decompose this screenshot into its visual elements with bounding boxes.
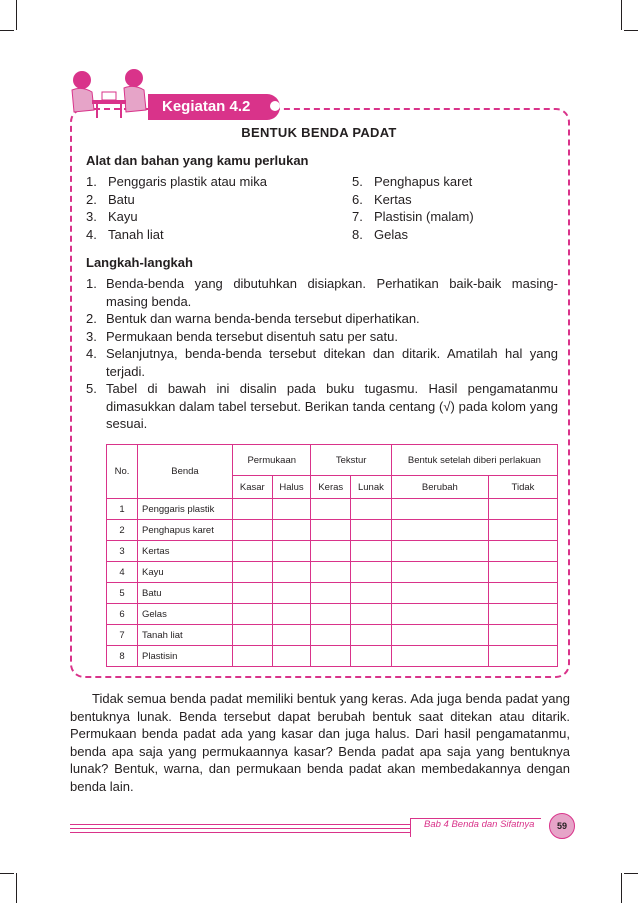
crop-mark xyxy=(621,0,622,30)
list-item xyxy=(352,191,474,209)
chapter-footer: Bab 4 Benda dan Sifatnya xyxy=(424,819,535,830)
step-text: Benda-benda yang dibutuhkan disiapkan. Perhatikan baik-baik masing-masing benda. xyxy=(106,276,558,309)
footer-rule xyxy=(70,828,410,829)
page-number: 59 xyxy=(549,813,575,839)
list-item xyxy=(86,226,267,244)
item-text: Batu xyxy=(108,191,135,207)
table-row xyxy=(107,562,558,583)
item-number: 4. xyxy=(86,226,97,242)
list-item xyxy=(352,226,474,244)
footer-rule xyxy=(70,824,410,825)
col-header-kasar: Kasar xyxy=(233,476,273,499)
step-text: Selanjutnya, benda-benda tersebut ditekan dan ditarik. Amatilah hal yang terjadi. xyxy=(106,346,558,379)
table-row xyxy=(107,604,558,625)
cell-no: 8 xyxy=(107,646,138,667)
activity-label-text: Kegiatan 4.2 xyxy=(162,98,251,115)
cell-no: 2 xyxy=(107,520,138,541)
cell-no: 5 xyxy=(107,583,138,604)
table-row xyxy=(107,541,558,562)
cell-no: 1 xyxy=(107,499,138,520)
crop-mark xyxy=(624,873,638,874)
activity-label xyxy=(148,94,280,120)
cell-benda: Tanah liat xyxy=(138,625,233,646)
activity-title: BENTUK BENDA PADAT xyxy=(241,125,397,140)
step-number: 2. xyxy=(86,311,97,326)
crop-mark xyxy=(0,30,14,31)
cell-benda: Plastisin xyxy=(138,646,233,667)
item-number: 1. xyxy=(86,174,97,189)
item-number: 2. xyxy=(86,191,97,207)
list-item xyxy=(86,173,267,191)
materials-heading: Alat dan bahan yang kamu perlukan xyxy=(86,153,309,168)
observation-table xyxy=(106,444,558,667)
materials-list-right xyxy=(352,173,474,243)
cell-benda: Kertas xyxy=(138,541,233,562)
list-item xyxy=(86,208,267,226)
crop-mark xyxy=(16,0,17,30)
item-text: Tanah liat xyxy=(108,226,164,242)
step-number: 1. xyxy=(86,276,97,291)
list-item xyxy=(352,208,474,226)
cell-benda: Kayu xyxy=(138,562,233,583)
step-number: 3. xyxy=(86,328,97,344)
item-text: Penghapus karet xyxy=(374,174,473,189)
col-header-benda: Benda xyxy=(138,445,233,499)
step-item xyxy=(86,310,558,328)
col-header-permukaan: Permukaan xyxy=(233,445,311,476)
step-item xyxy=(86,380,558,433)
crop-mark xyxy=(16,873,17,903)
col-header-berubah: Berubah xyxy=(391,476,488,499)
cell-no: 7 xyxy=(107,625,138,646)
col-header-no: No. xyxy=(107,445,138,499)
item-text: Penggaris plastik atau mika xyxy=(108,174,267,189)
col-header-bentuk: Bentuk setelah diberi perlakuan xyxy=(391,445,557,476)
cell-benda: Penghapus karet xyxy=(138,520,233,541)
cell-no: 3 xyxy=(107,541,138,562)
steps-heading: Langkah-langkah xyxy=(86,255,193,270)
item-number: 5. xyxy=(352,174,363,189)
paragraph-text: Tidak semua benda padat memiliki bentuk yang keras. Ada juga benda padat yang bentuknya lunak. Benda tersebut dapat berubah bentuk saat ditekan atau ditarik. Permukaan benda padat ada yang kasar dan juga halus. Dari hasil pengamatanmu, benda apa saja yang permukaannya kasar? Benda padat apa saja yang bentuknya lunak? Bentuk, warna, dan permukaan benda padat akan membedakannya dengan benda lain. xyxy=(70,691,570,794)
col-header-lunak: Lunak xyxy=(351,476,392,499)
footer-rule xyxy=(70,832,410,833)
steps-list xyxy=(86,275,558,433)
activity-dot xyxy=(270,101,280,111)
table-row xyxy=(107,520,558,541)
col-header-tekstur: Tekstur xyxy=(311,445,391,476)
item-text: Plastisin (malam) xyxy=(374,209,474,224)
step-item xyxy=(86,345,558,380)
step-text: Tabel di bawah ini disalin pada buku tugasmu. Hasil pengamatanmu dimasukkan dalam tabel tersebut. Berikan tanda centang (√) pada kolom yang sesuai. xyxy=(106,381,558,431)
list-item xyxy=(352,173,474,191)
step-item xyxy=(86,275,558,310)
body-paragraph xyxy=(70,690,570,795)
item-number: 3. xyxy=(86,209,97,224)
item-number: 7. xyxy=(352,209,363,224)
step-text: Permukaan benda tersebut disentuh satu per satu. xyxy=(106,328,398,344)
col-header-tidak: Tidak xyxy=(488,476,557,499)
crop-mark xyxy=(0,873,14,874)
list-item xyxy=(86,191,267,209)
col-header-halus: Halus xyxy=(272,476,311,499)
crop-mark xyxy=(624,30,638,31)
step-item xyxy=(86,328,558,346)
col-header-keras: Keras xyxy=(311,476,351,499)
table-row xyxy=(107,646,558,667)
materials-list-left xyxy=(86,173,267,243)
table-row xyxy=(107,583,558,604)
item-number: 6. xyxy=(352,191,363,207)
table-row xyxy=(107,499,558,520)
item-number: 8. xyxy=(352,226,363,242)
cell-benda: Batu xyxy=(138,583,233,604)
item-text: Kertas xyxy=(374,191,412,207)
cell-no: 6 xyxy=(107,604,138,625)
step-number: 5. xyxy=(86,381,97,396)
item-text: Kayu xyxy=(108,209,138,224)
table-row xyxy=(107,625,558,646)
item-text: Gelas xyxy=(374,226,408,242)
cell-benda: Gelas xyxy=(138,604,233,625)
crop-mark xyxy=(621,873,622,903)
children-illustration xyxy=(64,66,154,122)
cell-no: 4 xyxy=(107,562,138,583)
step-number: 4. xyxy=(86,346,97,361)
step-text: Bentuk dan warna benda-benda tersebut diperhatikan. xyxy=(106,311,420,326)
cell-benda: Penggaris plastik xyxy=(138,499,233,520)
